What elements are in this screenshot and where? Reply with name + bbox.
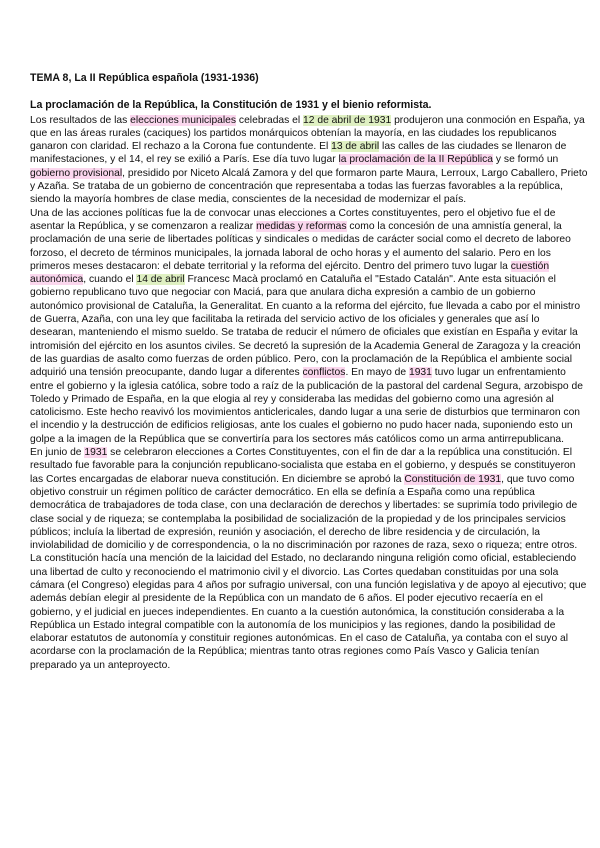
text-run: Francesc Macà proclamó en Cataluña el "Estado Catalán". Ante esta situación el gobierno republicano tuvo que negociar con Maciá, para que anulara dicha expresión a cambio de un gobierno autonómico provisional de Cataluña, la Generalitat. En cuanto a la reforma del ejército, fue llevada a cabo por el ministro de Guerra, Azaña, con una ley que facilitaba la retirada del servicio activo de los oficiales y generales que así lo desearan, manteniendo el mismo sueldo. Se trataba de reducir el número de oficiales que existían en España y evitar la intromisión del ejército en los asuntos civiles. Se decretó la supresión de la Academia General de Zaragoza y la creación de las guardias de asalto como fuerzas de orden público. Pero, con la proclamación de la República el ambiente social adquirió una tensión preocupante, dando lugar a diferentes	[30, 274, 581, 379]
highlighted-term: Constitución de 1931	[404, 473, 502, 485]
text-run: Una de las acciones políticas fue la de convocar unas elecciones a Cortes constituyentes, pero el objetivo fue el de asentar la República, y se comenzaron a realizar	[30, 207, 556, 232]
text-run: tuvo lugar un enfrentamiento entre el gobierno y la iglesia católica, sobre todo a raíz de la publicación de la pastoral del cardenal Segura, arzobispo de Toledo y Primado de España, en la que elogia al rey y consideraba las medidas del gobierno como una agresión al catolicismo. Este hecho reavivó los movimientos anticlericales, dando lugar a una serie de disturbios que terminaron con el incendio y la destrucción de edificios religiosas, ante los cuales el gobierno no pudo hacer nada, suponiendo esto un golpe a la imagen de la República que se convertiría para los sectores más católicos como un arma antirrepublicana.	[30, 367, 583, 445]
text-run: y se formó un	[493, 154, 559, 166]
text-run: las calles de las ciudades se llenaron de manifestaciones, y el 14, el rey se exilió a París. Ese día tuvo lugar	[30, 141, 567, 166]
highlighted-term: elecciones municipales	[130, 114, 237, 126]
text-run: . En mayo de	[345, 367, 409, 379]
highlighted-term: 1931	[84, 447, 108, 459]
highlighted-date: 13 de abril	[331, 141, 380, 153]
highlighted-date: 12 de abril de 1931	[303, 114, 392, 126]
section-heading: La proclamación de la República, la Constitución de 1931 y el bienio reformista.	[30, 99, 432, 112]
text-run: , cuando el	[83, 274, 137, 286]
highlighted-term: medidas y reformas	[256, 220, 347, 232]
text-run: produjeron una conmoción en España, ya que en las áreas rurales (caciques) los partidos monárquicos obtenían la mayoría, en las ciudades los republicanos ganaron con claridad. El rechazo a la Corona fue contundente. El	[30, 114, 585, 153]
text-run: Los resultados de las	[30, 114, 131, 126]
document-body	[30, 114, 588, 672]
highlighted-term: cuestión autonómica	[30, 260, 550, 286]
paragraph	[30, 207, 588, 446]
paragraph	[30, 446, 588, 672]
document-page	[30, 72, 588, 672]
highlighted-date: 14 de abril	[136, 274, 185, 286]
highlighted-term: 1931	[408, 367, 432, 379]
text-run: se celebraron elecciones a Cortes Constituyentes, con el fin de dar a la república una constitución. El resultado fue favorable para la conjunción republicano-socialista que estaba en el gobierno, y después se constituyeron las Cortes encargadas de elaborar nueva constitución. En diciembre se aprobó la	[30, 447, 576, 485]
text-run: celebradas el	[236, 114, 304, 126]
text-run: En junio de	[30, 447, 85, 459]
text-run: , presidido por Niceto Alcalá Zamora y del que formaron parte Maura, Lerroux, Largo Caballero, Prieto y Azaña. Se trataba de un gobierno de concentración que representaba a todas las fuerzas favorables a la república, siendo la mayoría hombres de clase media, conscientes de la necesidad de modernizar el país.	[30, 167, 588, 206]
text-run: como la concesión de una amnistía general, la proclamación de una serie de libertades políticas y sindicales o medidas de carácter social como el decreto de laboreo forzoso, el decreto de términos municipales, la jornada laboral de ocho horas y el aumento del salario. Pero en los primeros meses destacaron: el debate territorial y la reforma del ejército. Dentro del primero tuvo lugar la	[30, 220, 571, 272]
highlighted-term: la proclamación de la II República	[338, 154, 494, 166]
text-run: , que tuvo como objetivo construir un régimen político de carácter democrático. En ella se definía a España como una república democrática de trabajadores de toda clase, con una declaración de derechos y libertades: se suprimía todo privilegio de clase social y de riqueza; se contemplaba la posibilidad de socialización de la propiedad y de los principales servicios públicos; incluía la libertad de expresión, reunión y asociación, el derecho de libre residencia y de circulación, la inviolabilidad de domicilio y de correspondencia, o la no discriminación por razones de raza, sexo o riqueza; entre otros. La constitución hacía una mención de la laicidad del Estado, no declarando ninguna religión como oficial, estableciendo una libertad de culto y reconociendo el matrimonio civil y el divorcio. Las Cortes quedaban constituidas por una sola cámara (el Congreso) elegidas para 4 años por sufragio universal, con una función legislativa y de apoyo al ejecutivo; que además debían elegir al presidente de la República con un mandato de 6 años. El poder ejecutivo recaería en el gobierno, y el judicial en jueces independientes. En cuanto a la cuestión autonómica, la constitución consideraba a la República un Estado integral compatible con la autonomía de los municipios y las regiones, dando la posibilidad de elaborar estatutos de autonomía y constituir regiones autonómicas. En el caso de Cataluña, ya contaba con el suyo al acordarse con la proclamación de la República; mientras tanto otras regiones como País Vasco y Galicia tenían preparado ya un anteproyecto.	[30, 473, 587, 671]
paragraph	[30, 114, 588, 207]
highlighted-term: gobierno provisional	[30, 167, 123, 179]
document-title: TEMA 8, La II República española (1931-1936)	[30, 72, 259, 84]
highlighted-term: conflictos	[302, 367, 346, 379]
